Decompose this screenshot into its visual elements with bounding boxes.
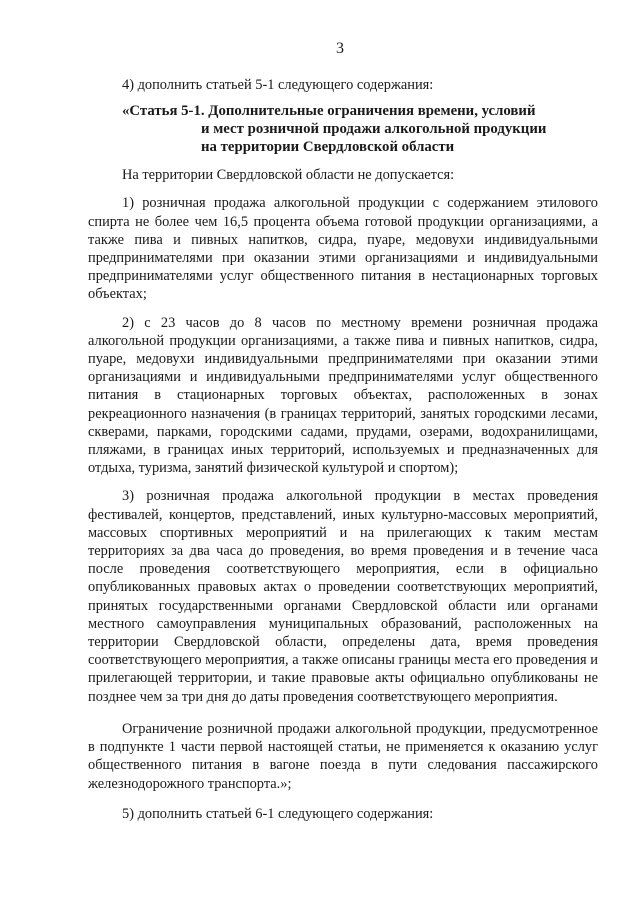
paragraph-subitem-3: 3) розничная продажа алкогольной продукции в местах проведения фестивалей, концертов, представлений, иных культурно-массовых мероприятий, массовых спортивных мероприятий и на прилегающих к таким местам территориях за два часа до проведения, во время проведения и в течение часа после проведения соответствующего мероприятия, если в официально опубликованных правовых актах о проведении соответствующих мероприятий, принятых государственными органами Свердловской области или органами местного самоуправления муниципальных образований, расположенных на территории Свердловской области, определены дата, время проведения соответствующего мероприятия, а также описаны границы места его проведения и прилегающей территории, и такие правовые акты официально опубликованы не позднее чем за три дня до даты проведения соответствующего мероприятия. (88, 488, 598, 705)
paragraph-subitem-2: 2) с 23 часов до 8 часов по местному времени розничная продажа алкогольной продукции организациями, а также пива и пивных напитков, сидра, пуаре, медовухи индивидуальными предпринимателями при оказании этими организациями и индивидуальными предпринимателями услуг общественного питания в стационарных торговых объектах, расположенных в зонах рекреационного назначения (в границах территорий, занятых городскими лесами, скверами, парками, городскими садами, прудами, озерами, водохранилищами, пляжами, в границах иных территорий, используемых и предназначенных для отдыха, туризма, занятий физической культурой и спортом); (88, 314, 598, 477)
article-heading-line-1: «Статья 5-1. Дополнительные ограничения времени, условий (122, 103, 536, 120)
article-heading-line-2: и мест розничной продажи алкогольной продукции (201, 121, 547, 138)
paragraph-item-5: 5) дополнить статьей 6-1 следующего содержания: (122, 805, 434, 822)
paragraph-restriction: Ограничение розничной продажи алкогольной продукции, предусмотренное в подпункте 1 части первой настоящей статьи, не применяется к оказанию услуг общественного питания в вагоне поезда в пути следования пассажирского железнодорожного транспорта.»; (88, 720, 598, 792)
article-heading-line-3: на территории Свердловской области (201, 139, 455, 156)
paragraph-subitem-1: 1) розничная продажа алкогольной продукции с содержанием этилового спирта не более чем 16,5 процента объема готовой продукции организациями, а также пива и пивных напитков, сидра, пуаре, медовухи индивидуальными предпринимателями при оказании этими организациями и индивидуальными предпринимателями услуг общественного питания в нестационарных торговых объектах; (88, 195, 598, 303)
paragraph-item-4: 4) дополнить статьей 5-1 следующего содержания: (122, 77, 434, 93)
document-body (88, 76, 598, 831)
page-number: 3 (336, 40, 344, 57)
article-heading (88, 102, 598, 156)
paragraph-intro: На территории Свердловской области не допускается: (122, 167, 455, 184)
